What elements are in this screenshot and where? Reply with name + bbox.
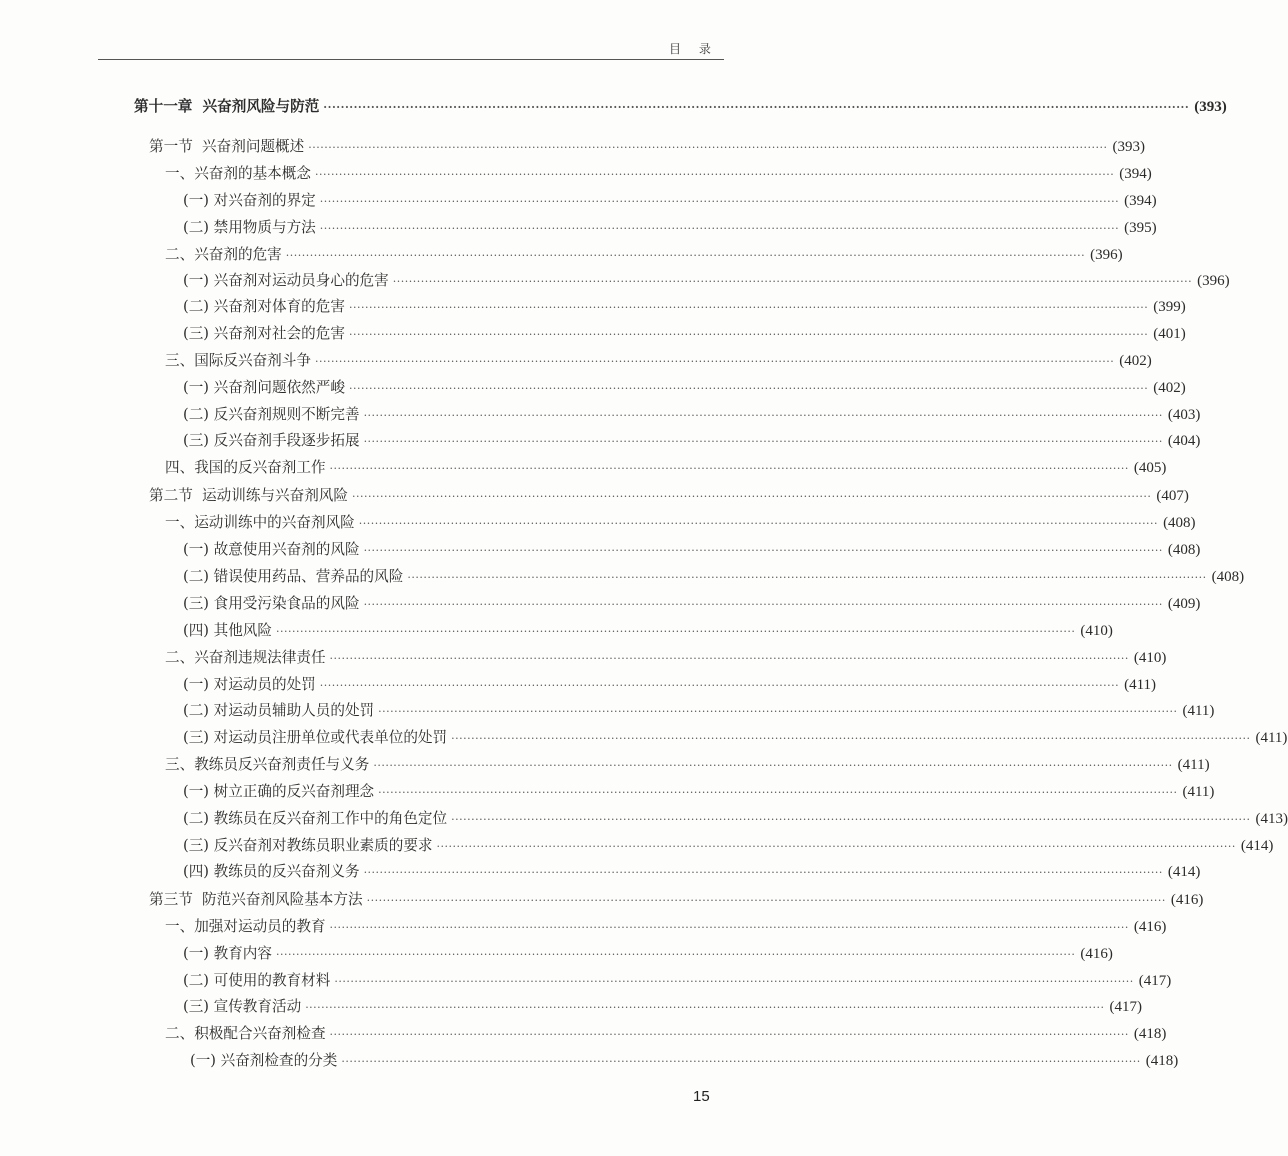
toc-entry-page: (414): [1240, 837, 1274, 854]
toc-entry-title: 一、加强对运动员的教育: [165, 918, 326, 936]
toc-entry[interactable]: [183, 698, 1215, 725]
toc-leader-dots: ········································································································································································································: [314, 167, 1115, 181]
toc-entry[interactable]: [183, 537, 1201, 564]
toc-entry-title: 第一节 兴奋剂问题概述: [149, 138, 305, 156]
toc-entry-title: (四) 其他风险: [183, 622, 272, 640]
toc-entry-page: (411): [1255, 729, 1288, 746]
toc-entry[interactable]: [165, 348, 1152, 375]
toc-entry[interactable]: [183, 564, 1245, 591]
toc-entry[interactable]: [183, 968, 1172, 995]
toc-entry[interactable]: [183, 779, 1215, 806]
toc-entry-page: (411): [1124, 676, 1157, 693]
toc-leader-dots: ········································································································································································································: [329, 1027, 1129, 1041]
toc-entry-page: (393): [1194, 98, 1227, 115]
toc-entry-page: (399): [1153, 298, 1186, 315]
toc-entry-title: (三) 食用受污染食品的风险: [183, 595, 360, 613]
toc-leader-dots: ········································································································································································································: [319, 194, 1120, 208]
toc-entry[interactable]: [165, 242, 1123, 269]
toc-leader-dots: ········································································································································································································: [329, 651, 1129, 665]
toc-entry[interactable]: [149, 887, 1204, 914]
toc-leader-dots: ········································································································································································································: [314, 354, 1115, 368]
toc-entry-page: (411): [1177, 756, 1210, 773]
toc-leader-dots: ········································································································································································································: [407, 570, 1207, 584]
toc-entry[interactable]: [134, 94, 1227, 121]
toc-leader-dots: ········································································································································································································: [323, 100, 1190, 114]
toc-entry-title: (二) 禁用物质与方法: [183, 219, 316, 237]
toc-entry-page: (396): [1197, 272, 1230, 289]
toc-entry-page: (408): [1211, 568, 1245, 585]
toc-entry[interactable]: [183, 428, 1201, 455]
toc-entry-title: 二、兴奋剂违规法律责任: [165, 649, 326, 667]
toc-leader-dots: ········································································································································································································: [276, 624, 1076, 638]
toc-entry-title: (二) 教练员在反兴奋剂工作中的角色定位: [183, 810, 448, 828]
toc-entry-title: (一) 兴奋剂问题依然严峻: [183, 379, 345, 397]
toc-leader-dots: ········································································································································································································: [373, 758, 1173, 772]
toc-entry-title: (一) 对运动员的处罚: [183, 676, 316, 694]
toc-entry[interactable]: [183, 859, 1201, 886]
toc-leader-dots: ········································································································································································································: [276, 947, 1076, 961]
toc-entry[interactable]: [165, 161, 1152, 188]
toc-entry-title: 第十一章 兴奋剂风险与防范: [134, 98, 320, 116]
toc-leader-dots: ········································································································································································································: [363, 408, 1163, 422]
toc-leader-dots: ········································································································································································································: [334, 974, 1134, 988]
toc-entry-page: (417): [1109, 998, 1143, 1015]
toc-entry[interactable]: [190, 1048, 1179, 1075]
toc-entry-page: (411): [1182, 702, 1215, 719]
toc-entry-page: (414): [1167, 863, 1201, 880]
toc-entry[interactable]: [165, 510, 1196, 537]
toc-entry-title: (一) 兴奋剂对运动员身心的危害: [183, 272, 389, 290]
toc-entry[interactable]: [149, 134, 1146, 161]
toc-entry-title: (一) 对兴奋剂的界定: [183, 192, 316, 210]
toc-entry[interactable]: [183, 941, 1113, 968]
toc-entry-title: (一) 兴奋剂检查的分类: [190, 1052, 338, 1070]
toc-entry-page: (408): [1163, 514, 1196, 531]
toc-entry[interactable]: [183, 994, 1143, 1021]
page-number: 15: [693, 1088, 710, 1105]
toc-entry[interactable]: [183, 375, 1186, 402]
toc-entry-page: (416): [1133, 918, 1167, 935]
toc-entry-title: (一) 树立正确的反兴奋剂理念: [183, 783, 375, 801]
toc-entry-page: (411): [1182, 783, 1215, 800]
toc-entry-page: (401): [1153, 325, 1186, 342]
toc-leader-dots: ········································································································································································································: [308, 140, 1108, 154]
toc-entry[interactable]: [183, 672, 1157, 699]
toc-leader-dots: ········································································································································································································: [363, 543, 1163, 557]
toc-entry[interactable]: [165, 914, 1167, 941]
toc-entry-page: (394): [1119, 165, 1152, 182]
toc-entry[interactable]: [183, 215, 1157, 242]
toc-entry-page: (413): [1255, 810, 1288, 827]
toc-leader-dots: ········································································································································································································: [392, 274, 1193, 288]
toc-entry-title: (二) 反兴奋剂规则不断完善: [183, 406, 360, 424]
toc-leader-dots: ········································································································································································································: [285, 248, 1086, 262]
toc-entry-title: (二) 错误使用药品、营养品的风险: [183, 568, 404, 586]
toc-leader-dots: ········································································································································································································: [451, 812, 1251, 826]
toc-leader-dots: ········································································································································································································: [348, 300, 1149, 314]
toc-leader-dots: ········································································································································································································: [319, 221, 1120, 235]
toc-entry[interactable]: [165, 752, 1210, 779]
toc-leader-dots: ········································································································································································································: [366, 893, 1166, 907]
toc-leader-dots: ········································································································································································································: [363, 434, 1163, 448]
toc-entry[interactable]: [149, 483, 1189, 510]
toc-entry-title: (三) 反兴奋剂手段逐步拓展: [183, 432, 360, 450]
toc-leader-dots: ········································································································································································································: [363, 865, 1163, 879]
toc-entry-title: (三) 对运动员注册单位或代表单位的处罚: [183, 729, 448, 747]
toc-entry-page: (402): [1119, 352, 1152, 369]
toc-leader-dots: ········································································································································································································: [348, 327, 1149, 341]
toc-entry-page: (408): [1167, 541, 1201, 558]
header-section-label: 目 录: [669, 42, 718, 56]
toc-entry[interactable]: [183, 268, 1230, 295]
toc-leader-dots: ········································································································································································································: [348, 381, 1149, 395]
toc-entry[interactable]: [183, 806, 1288, 833]
toc-entry-page: (417): [1138, 972, 1172, 989]
toc-entry-title: (一) 故意使用兴奋剂的风险: [183, 541, 360, 559]
toc-entry-title: 二、积极配合兴奋剂检查: [165, 1025, 326, 1043]
toc-entry[interactable]: [165, 645, 1167, 672]
toc-entry[interactable]: [183, 591, 1201, 618]
toc-entry[interactable]: [183, 188, 1157, 215]
toc-entry-title: 三、教练员反兴奋剂责任与义务: [165, 756, 370, 774]
toc-leader-dots: ········································································································································································································: [363, 597, 1163, 611]
toc-entry-title: (三) 兴奋剂对社会的危害: [183, 325, 345, 343]
toc-entry-page: (407): [1156, 487, 1189, 504]
toc-entry-title: 二、兴奋剂的危害: [165, 246, 282, 264]
toc-entry[interactable]: [183, 833, 1274, 860]
toc-entry-page: (409): [1167, 595, 1201, 612]
toc-entry-title: 第二节 运动训练与兴奋剂风险: [149, 487, 348, 505]
toc-entry-page: (416): [1170, 891, 1204, 908]
toc-leader-dots: ········································································································································································································: [352, 489, 1152, 503]
toc-entry-page: (418): [1145, 1052, 1179, 1069]
toc-entry[interactable]: [183, 618, 1113, 645]
toc-entry-title: (二) 对运动员辅助人员的处罚: [183, 702, 375, 720]
toc-entry-page: (405): [1133, 459, 1167, 476]
toc-leader-dots: ········································································································································································································: [451, 731, 1251, 745]
toc-entry-title: (一) 教育内容: [183, 945, 272, 963]
toc-entry-title: 一、兴奋剂的基本概念: [165, 165, 311, 183]
toc-entry-title: (三) 反兴奋剂对教练员职业素质的要求: [183, 837, 433, 855]
toc-entry[interactable]: [183, 402, 1201, 429]
toc-leader-dots: ········································································································································································································: [319, 678, 1120, 692]
toc-entry-page: (416): [1080, 945, 1113, 962]
toc-entry-title: (二) 兴奋剂对体育的危害: [183, 298, 345, 316]
toc-entry-page: (402): [1153, 379, 1186, 396]
toc-entry-page: (396): [1090, 246, 1123, 263]
toc-entry-page: (404): [1167, 432, 1201, 449]
toc-leader-dots: ········································································································································································································: [305, 1000, 1105, 1014]
toc-entry[interactable]: [165, 455, 1167, 482]
toc-entry-title: (二) 可使用的教育材料: [183, 972, 331, 990]
toc-entry-title: 第三节 防范兴奋剂风险基本方法: [149, 891, 363, 909]
toc-entry-title: 四、我国的反兴奋剂工作: [165, 459, 326, 477]
toc-entry-page: (393): [1112, 138, 1146, 155]
toc-entry-page: (395): [1124, 219, 1157, 236]
toc-entry-title: (四) 教练员的反兴奋剂义务: [183, 863, 360, 881]
toc-leader-dots: ········································································································································································································: [329, 920, 1129, 934]
toc-entry[interactable]: [183, 294, 1186, 321]
toc-entry[interactable]: [183, 725, 1288, 752]
toc-leader-dots: ········································································································································································································: [341, 1054, 1141, 1068]
toc-entry[interactable]: [183, 321, 1186, 348]
toc-entry-title: 一、运动训练中的兴奋剂风险: [165, 514, 355, 532]
toc-leader-dots: ········································································································································································································: [378, 704, 1178, 718]
toc-entry-title: (三) 宣传教育活动: [183, 998, 302, 1016]
toc-entry-page: (403): [1167, 406, 1201, 423]
toc-leader-dots: ········································································································································································································: [329, 461, 1129, 475]
header-rule: [98, 59, 724, 60]
toc-entry-page: (410): [1080, 622, 1113, 639]
toc-entry[interactable]: [165, 1021, 1167, 1048]
toc-entry-page: (418): [1133, 1025, 1167, 1042]
toc-entry-title: 三、国际反兴奋剂斗争: [165, 352, 311, 370]
toc-entry-page: (410): [1133, 649, 1167, 666]
toc-entry-page: (394): [1124, 192, 1157, 209]
toc-leader-dots: ········································································································································································································: [358, 516, 1159, 530]
toc-leader-dots: ········································································································································································································: [436, 839, 1236, 853]
toc-leader-dots: ········································································································································································································: [378, 785, 1178, 799]
